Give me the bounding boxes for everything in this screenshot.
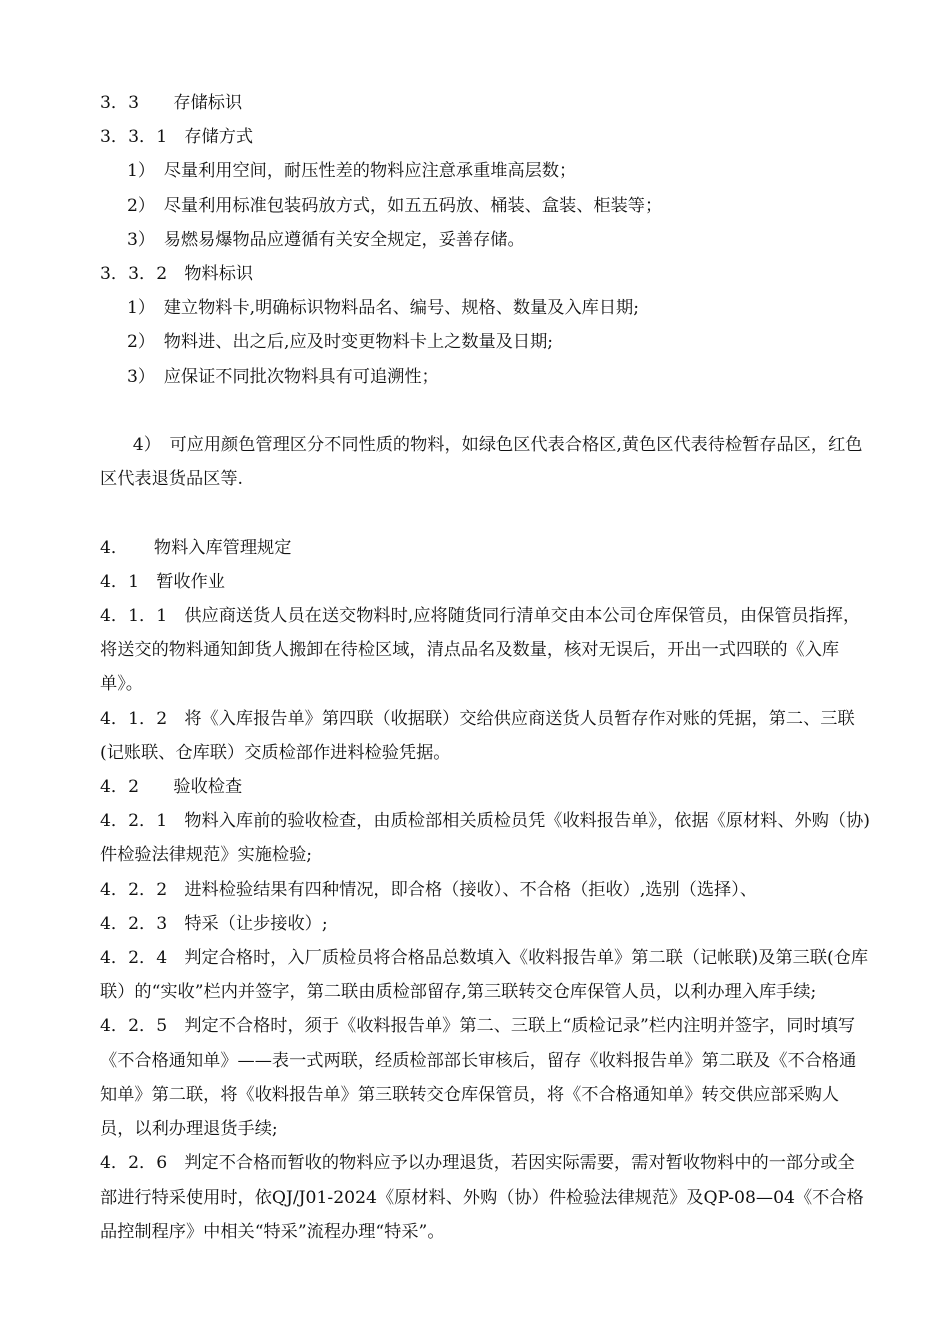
list-item: 1） 建立物料卡,明确标识物料品名、编号、规格、数量及入库日期; [127,298,640,319]
list-item: 2） 尽量利用标准包装码放方式，如五五码放、桶装、盒装、柜装等； [127,195,663,216]
list-item-wrapped [100,394,870,531]
list-item: 2） 物料进、出之后,应及时变更物料卡上之数量及日期; [127,332,554,353]
list-item: 1） 尽量利用空间，耐压性差的物料应注意承重堆高层数； [127,161,577,182]
paragraph-4-2-2: 4．2．2 进料检验结果有四种情况，即合格（接收）、不合格（拒收）,选别（选择）、 [100,879,758,900]
paragraph-4-2-1: 4．2．1 物料入库前的验收检查，由质检部相关质检员凭《收料报告单》，依据《原材料、外购（协)件检验法律规范》实施检验; [100,811,870,866]
list-item: 3） 易燃易爆物品应遵循有关安全规定，妥善存储。 [127,229,525,250]
paragraph-4-1-2: 4．1．2 将《入库报告单》第四联（收据联）交给供应商送货人员暂存作对账的凭据，第二、三联(记账联、仓库联）交质检部作进料检验凭据。 [100,708,855,763]
section-heading-3-3: 3．3 存储标识 [100,93,243,113]
paragraph-4-1-1: 4．1．1 供应商送货人员在送交物料时,应将随货同行清单交由本公司仓库保管员，由保管员指挥，将送交的物料通知卸货人搬卸在待检区域，清点品名及数量，核对无误后，开出一式四联的《入库单》。 [100,606,861,695]
paragraph-4-2-3: 4．2．3 特采（让步接收）; [100,913,328,934]
section-heading-4-1: 4．1 暂收作业 [100,571,225,592]
section-heading-3-3-2: 3．3．2 物料标识 [100,264,254,285]
list-item-text: 4） 可应用颜色管理区分不同性质的物料，如绿色区代表合格区,黄色区代表待检暂存品区，红色区代表退货品区等. [100,435,863,490]
list-item: 3） 应保证不同批次物料具有可追溯性； [127,366,439,387]
section-heading-3-3-1: 3．3．1 存储方式 [100,127,254,148]
paragraph-4-2-6: 4．2．6 判定不合格而暂收的物料应予以办理退货，若因实际需要，需对暂收物料中的一部分或全部进行特采使用时，依QJ/J01-2024《原材料、外购（协）件检验法律规范》及QP-08—04《不合格品控制程序》中相关“特采”流程办理“特采”。 [100,1153,864,1242]
section-heading-4: 4． 物料入库管理规定 [100,537,292,558]
paragraph-4-2-4: 4．2．4 判定合格时，入厂质检员将合格品总数填入《收料报告单》第二联（记帐联)及第三联(仓库联）的“实收”栏内并签字，第二联由质检部留存,第三联转交仓库保管人员，以利办理入库手续; [100,948,869,1003]
section-heading-4-2: 4．2 验收检查 [100,777,243,798]
document-body [100,86,870,1249]
paragraph-4-2-5: 4．2．5 判定不合格时，须于《收料报告单》第二、三联上“质检记录”栏内注明并签字，同时填写《不合格通知单》——表一式两联，经质检部部长审核后，留存《收料报告单》第二联及《不合格通知单》第二联，将《收料报告单》第三联转交仓库保管员，将《不合格通知单》转交供应部采购人员，以利办理退货手续; [100,1016,857,1140]
